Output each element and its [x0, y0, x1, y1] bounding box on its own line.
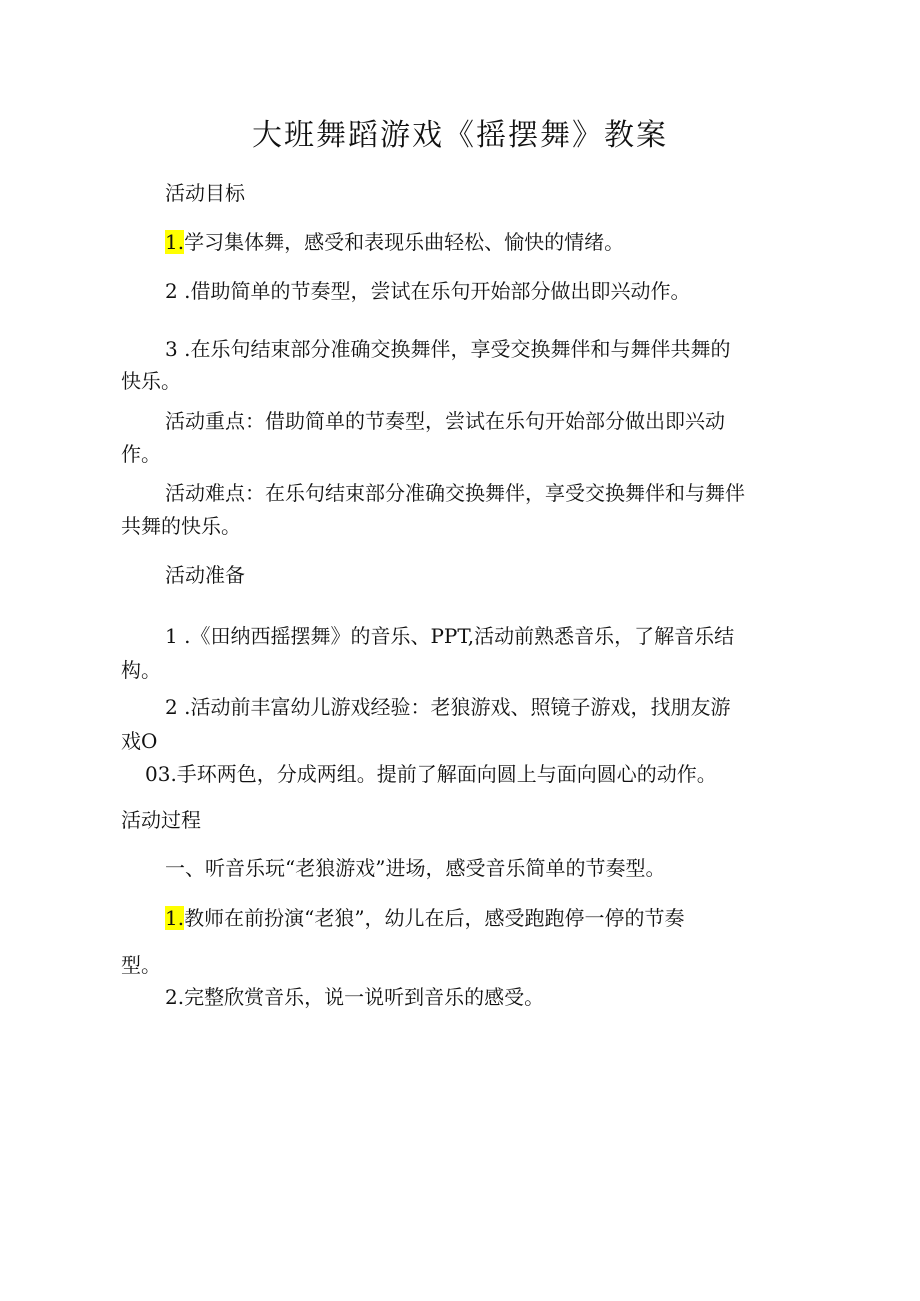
- prep-2-line-1: 2 .活动前丰富幼儿游戏经验：老狼游戏、照镜子游戏，找朋友游: [165, 695, 731, 719]
- prep-1-line-2: 构。: [121, 658, 161, 682]
- goal-2: 2 .借助简单的节奏型，尝试在乐句开始部分做出即兴动作。: [165, 279, 691, 303]
- goal-1: [165, 230, 624, 254]
- goal-1-text: 学习集体舞，感受和表现乐曲轻松、愉快的情绪。: [184, 230, 625, 254]
- key-point-line-2: 作。: [121, 442, 161, 466]
- difficulty-line-1: 活动难点：在乐句结束部分准确交换舞伴，享受交换舞伴和与舞伴: [165, 481, 745, 505]
- goal-3-line-2: 快乐。: [121, 369, 181, 393]
- highlight-mark: 1.: [165, 906, 185, 930]
- prep-3: 03.手环两色，分成两组。提前了解面向圆上与面向圆心的动作。: [145, 762, 717, 786]
- difficulty-line-2: 共舞的快乐。: [121, 514, 241, 538]
- step-1-1-line-2: 型。: [121, 953, 161, 977]
- step-1-2: 2.完整欣赏音乐，说一说听到音乐的感受。: [165, 985, 545, 1009]
- step-1-1-line-1: [165, 906, 685, 930]
- step-1: 一、听音乐玩“老狼游戏”进场，感受音乐简单的节奏型。: [165, 856, 666, 880]
- process-heading: 活动过程: [121, 808, 201, 832]
- prep-2-line-2: 戏O: [121, 729, 158, 753]
- highlight-mark: 1.: [165, 230, 185, 254]
- goal-3-line-1: 3 .在乐句结束部分准确交换舞伴，享受交换舞伴和与舞伴共舞的: [165, 337, 731, 361]
- prep-heading: 活动准备: [165, 563, 245, 587]
- key-point-line-1: 活动重点：借助简单的节奏型，尝试在乐句开始部分做出即兴动: [165, 409, 725, 433]
- prep-1-line-1: 1 .《田纳西摇摆舞》的音乐、PPT,活动前熟悉音乐，了解音乐结: [165, 624, 735, 648]
- goals-heading: 活动目标: [165, 181, 245, 205]
- document-title: 大班舞蹈游戏《摇摆舞》教案: [252, 118, 668, 153]
- step-1-1-text: 教师在前扮演“老狼”，幼儿在后，感受跑跑停一停的节奏: [184, 906, 685, 930]
